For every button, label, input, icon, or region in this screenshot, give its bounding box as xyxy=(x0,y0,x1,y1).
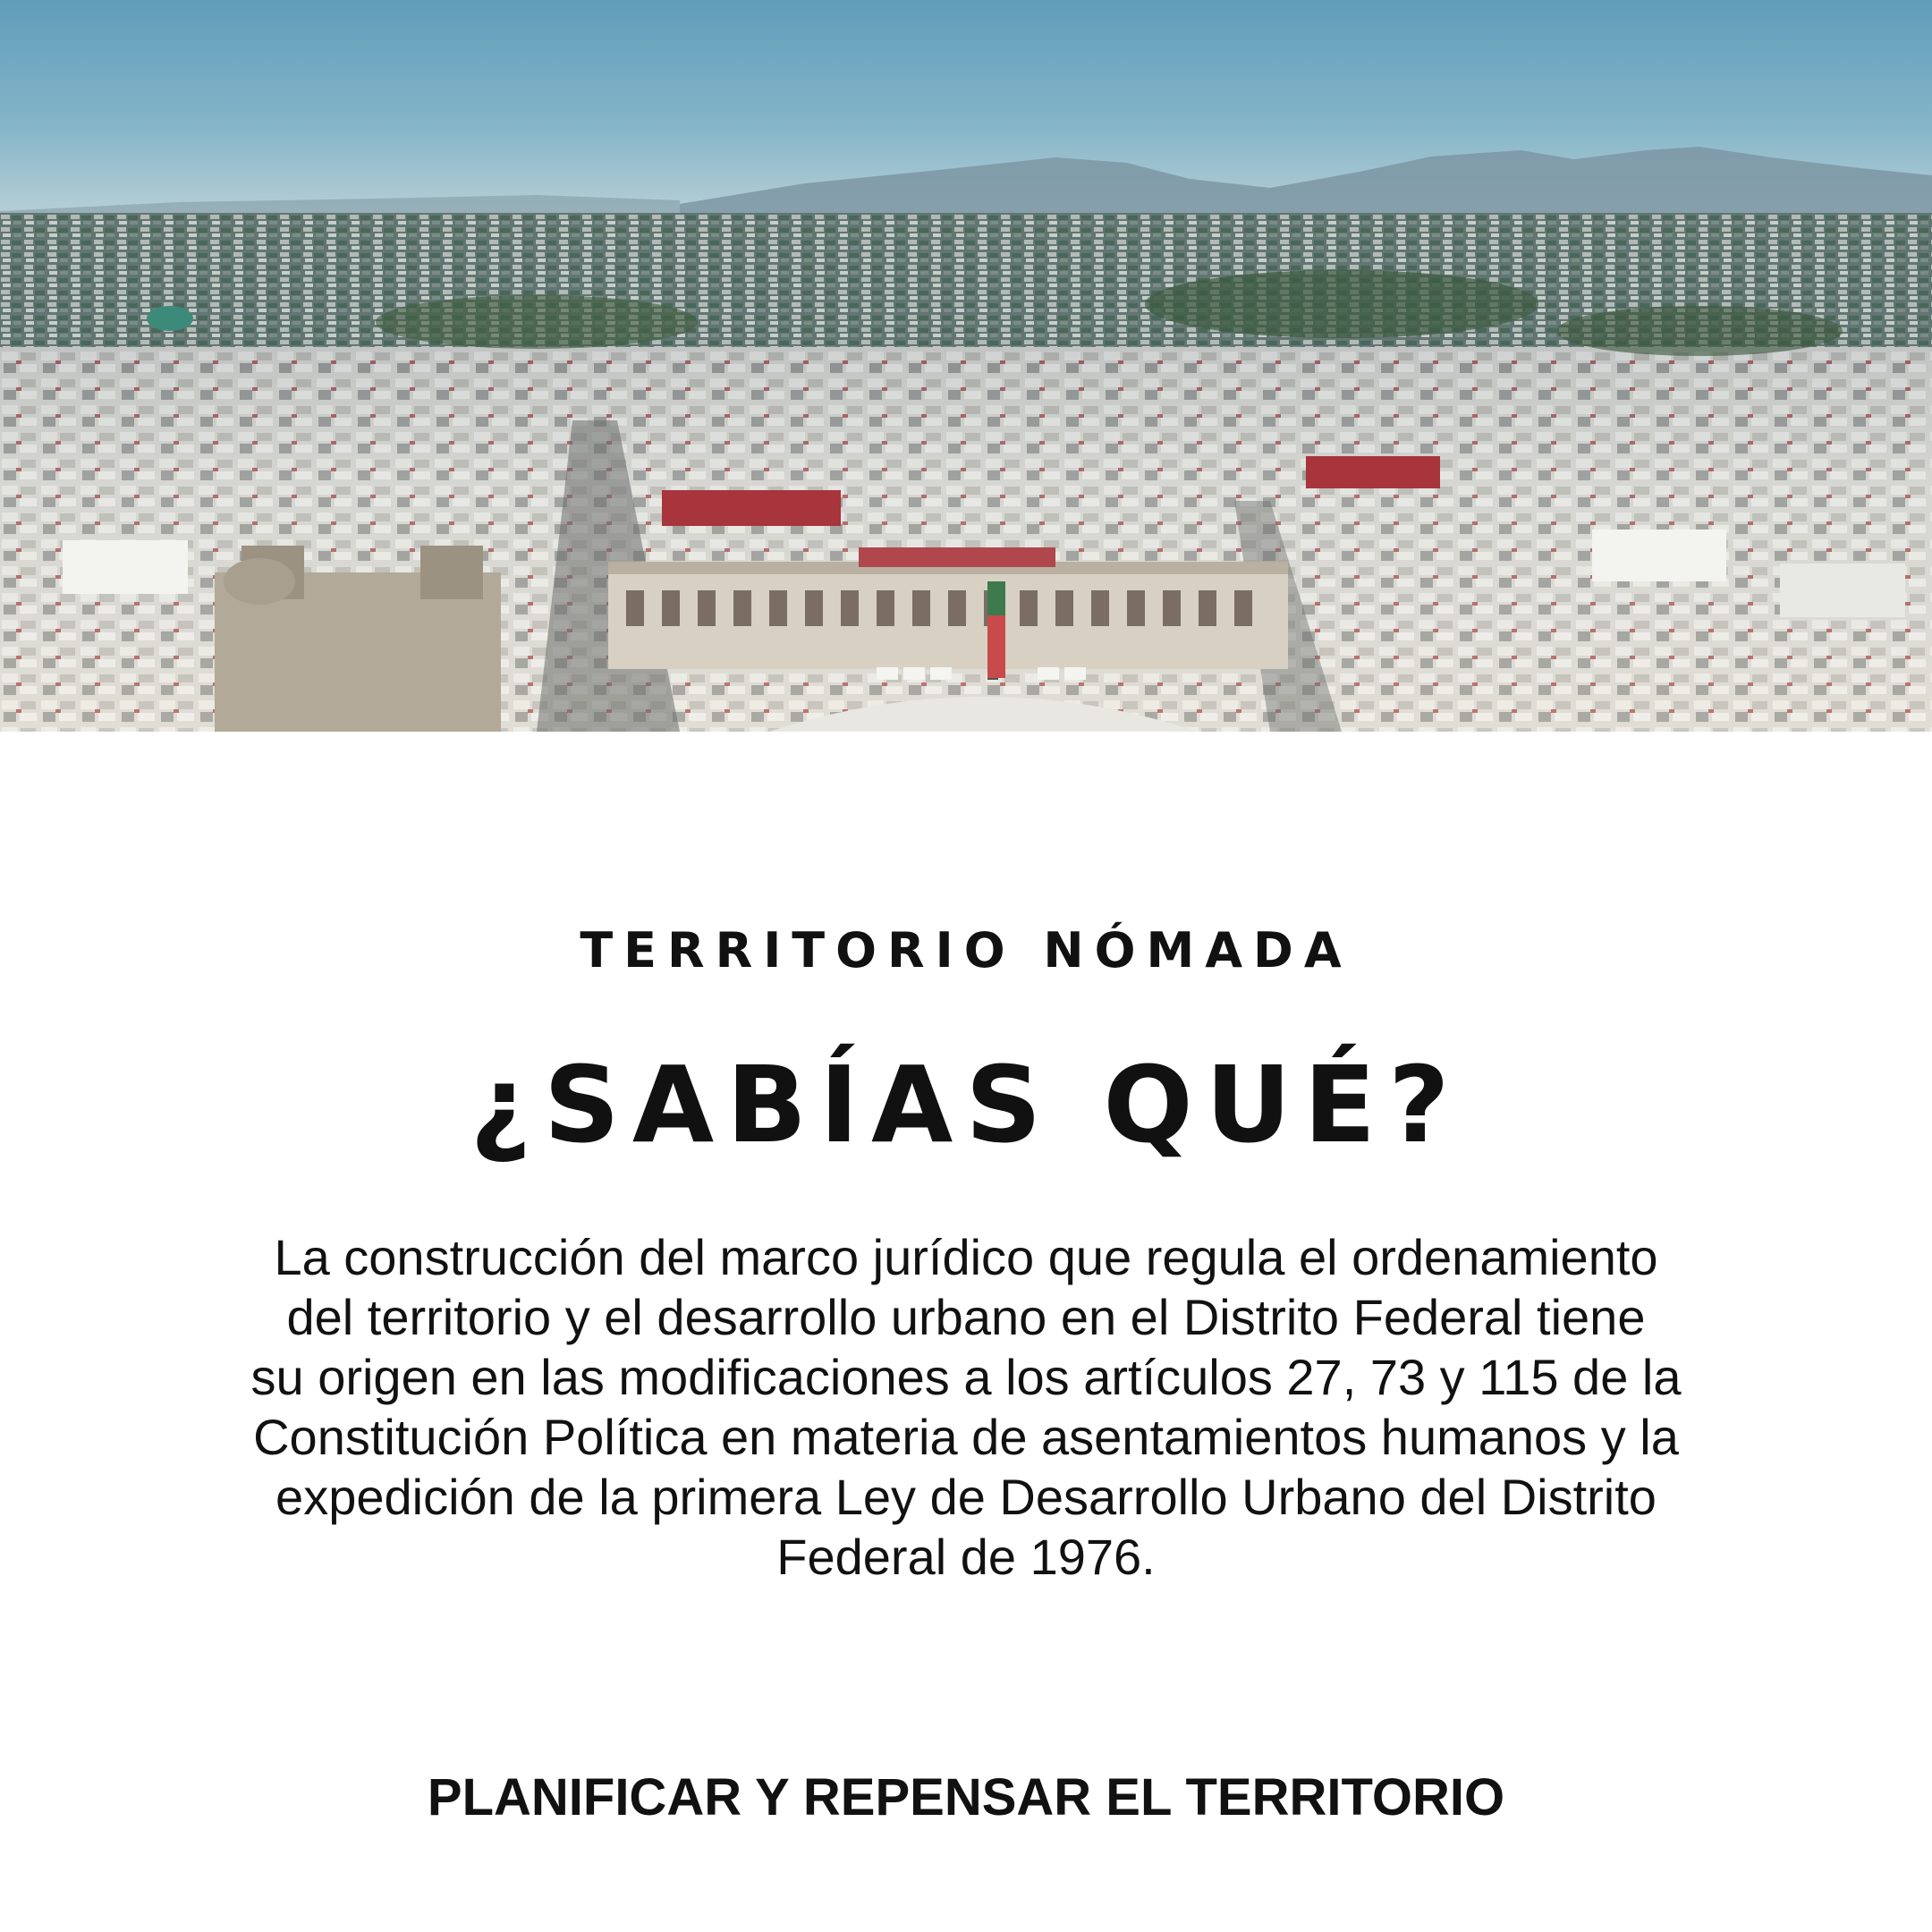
headline: ¿SABÍAS QUÉ? xyxy=(470,1043,1462,1166)
hero-city-photo xyxy=(0,0,1932,732)
city-skyline-illustration xyxy=(0,0,1932,732)
brand-name: TERRITORIO NÓMADA xyxy=(580,922,1352,979)
tagline: PLANIFICAR Y REPENSAR EL TERRITORIO xyxy=(427,1768,1505,1826)
fact-paragraph: La construcción del marco jurídico que regula el ordenamiento del territorio y el desarrollo urbano en el Distrito Federal tiene su origen en las modificaciones a los artículos 27, 73 y 115 de la Constitución Política en materia de asentamientos humanos y la expedición de la primera Ley de Desarrollo Urbano del Distrito Federal de 1976. xyxy=(250,1229,1682,1585)
